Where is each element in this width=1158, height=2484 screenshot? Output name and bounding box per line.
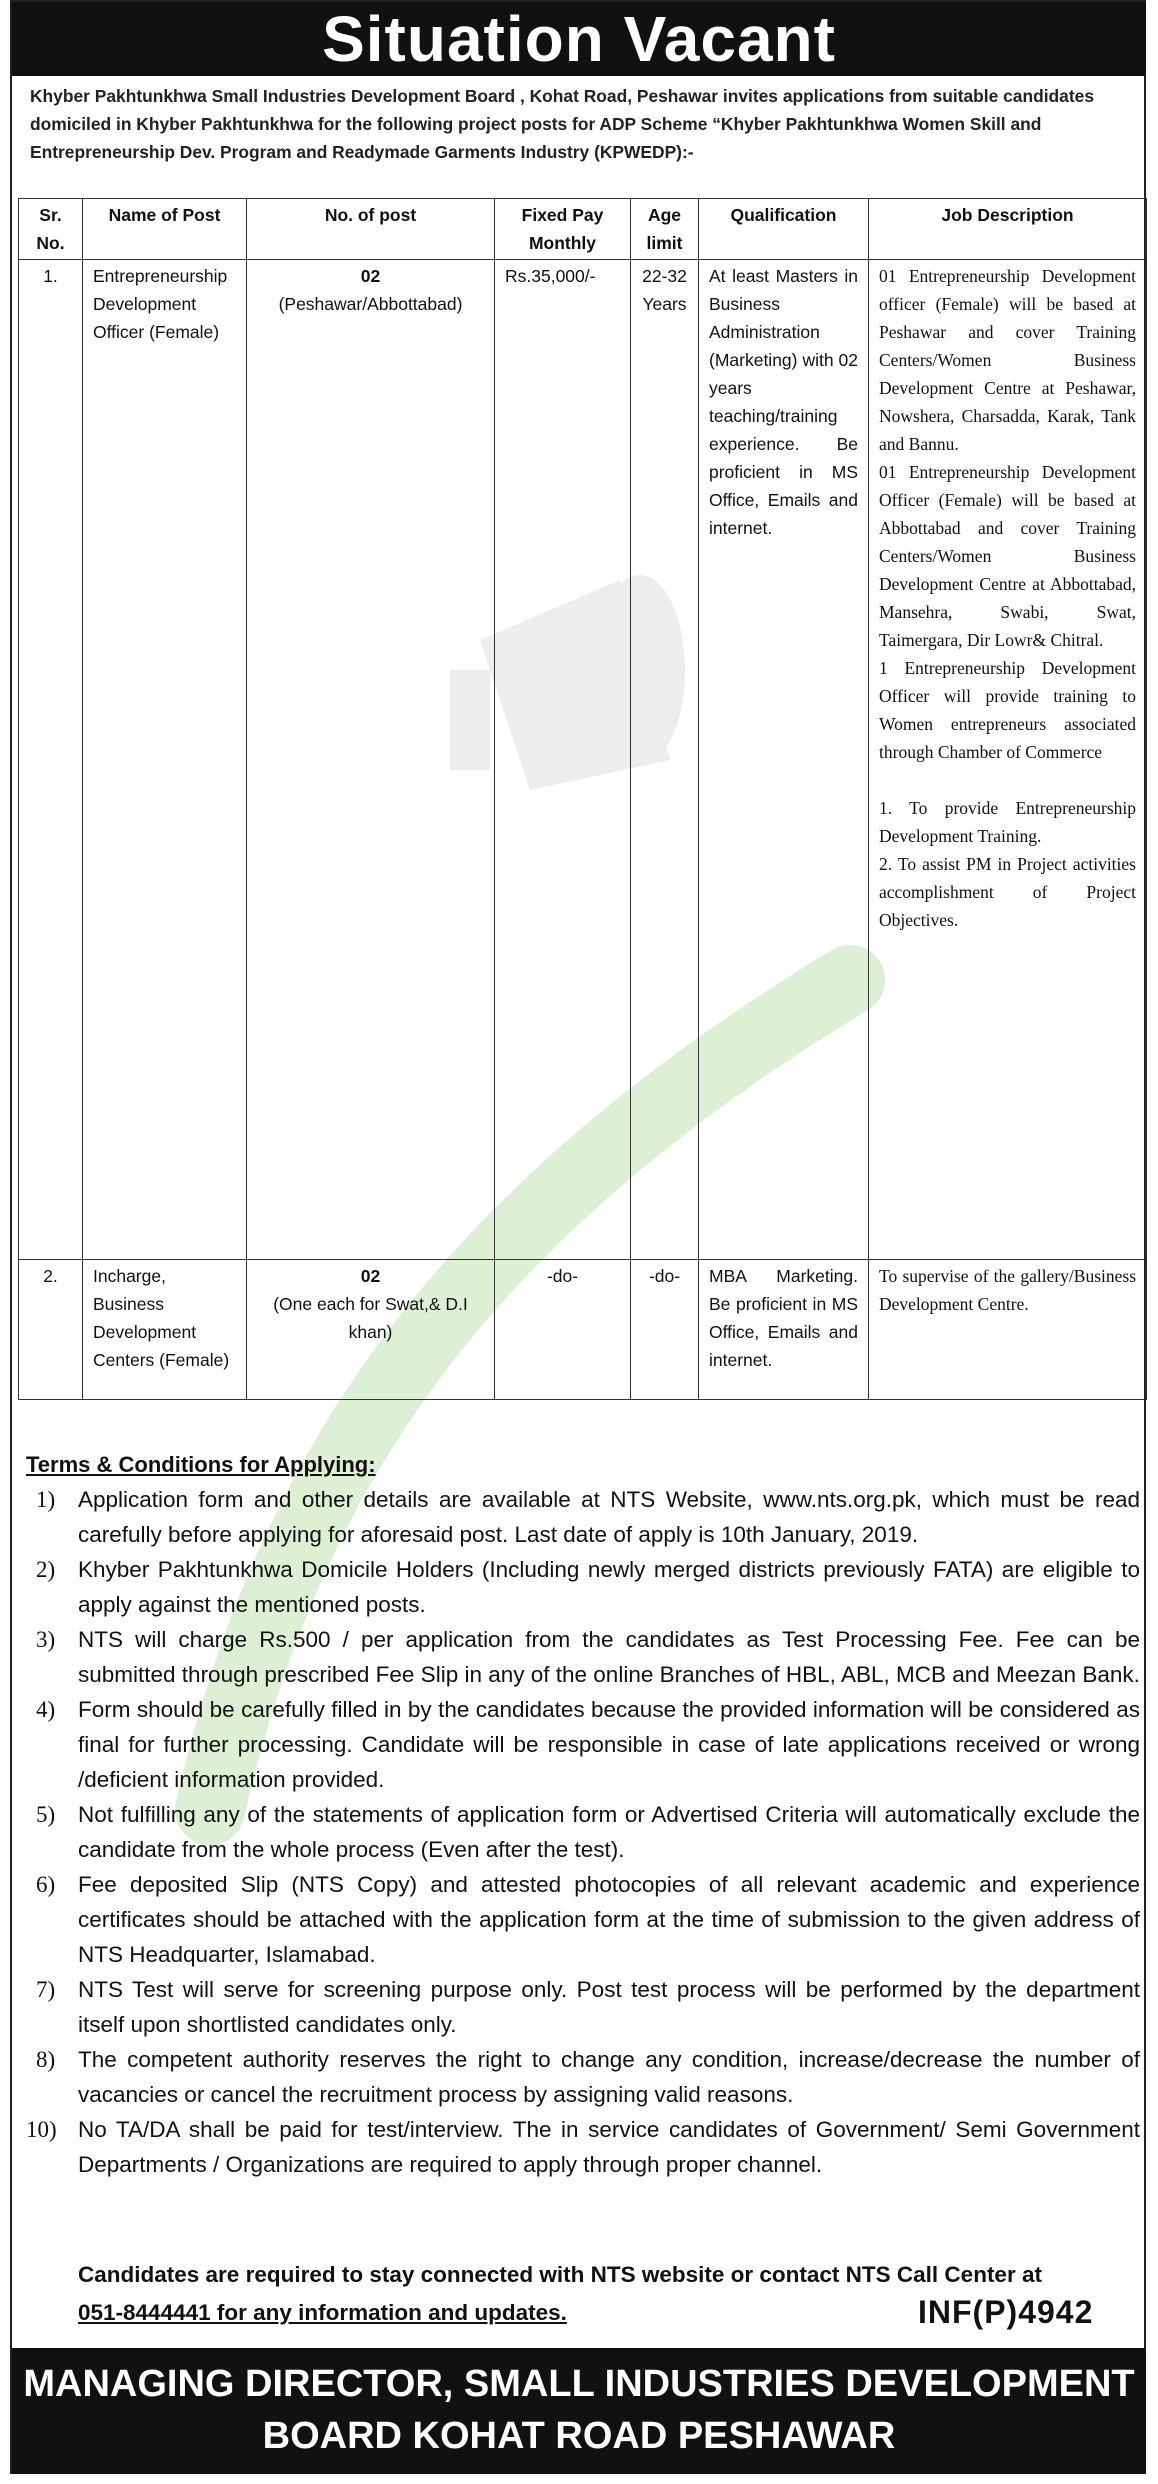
term-item bbox=[26, 1797, 1140, 1867]
table-header-row bbox=[19, 199, 1147, 260]
term-text: Not fulfilling any of the statements of application form or Advertised Criteria will automatically exclude the candidate from the whole process (Even after the test). bbox=[78, 1802, 1140, 1862]
post-count-cell bbox=[247, 1260, 495, 1400]
term-number: 10) bbox=[26, 2117, 57, 2142]
sr-cell: 1. bbox=[19, 260, 83, 1260]
post-location: (One each for Swat,& D.I khan) bbox=[273, 1294, 468, 1342]
jd-paragraph: 01 Entrepreneurship Development Officer (Female) will be based at Abbottabad and cover Training Centers/Women Business Development Centre at Abbottabad, Mansehra, Swabi, Swat, Taimergara, Dir Lowr& Chitral. bbox=[879, 462, 1136, 650]
footer-line: MANAGING DIRECTOR, SMALL INDUSTRIES DEVELOPMENT bbox=[23, 2363, 1135, 2405]
col-header: Qualification bbox=[699, 199, 869, 260]
term-text: No TA/DA shall be paid for test/interview. The in service candidates of Government/ Semi Government Departments / Organizations are required to apply through proper channel. bbox=[78, 2117, 1140, 2177]
call-center-line: 051-8444441 for any information and updates. bbox=[78, 2300, 567, 2325]
post-count: 02 bbox=[360, 1266, 381, 1286]
col-header: Age limit bbox=[631, 199, 699, 260]
post-name-cell: Incharge, Business Development Centers (Female) bbox=[83, 1260, 247, 1400]
footer-line: BOARD KOHAT ROAD PESHAWAR bbox=[262, 2415, 896, 2457]
footer-banner bbox=[12, 2348, 1146, 2474]
term-number: 2) bbox=[36, 1557, 56, 1582]
col-header: Fixed Pay Monthly bbox=[495, 199, 631, 260]
term-item bbox=[26, 2042, 1140, 2112]
posts-table bbox=[18, 198, 1147, 1400]
closing-line: Candidates are required to stay connected with NTS website or contact NTS Call Center at bbox=[78, 2262, 1042, 2287]
term-number: 6) bbox=[36, 1872, 56, 1897]
age-cell: 22-32 Years bbox=[631, 260, 699, 1260]
reference-number: INF(P)4942 bbox=[918, 2294, 1094, 2330]
term-number: 7) bbox=[36, 1977, 56, 2002]
jd-paragraph: 1 Entrepreneurship Development Officer will provide training to Women entrepreneurs associated through Chamber of Commerce bbox=[879, 658, 1136, 762]
post-location: (Peshawar/Abbottabad) bbox=[278, 294, 463, 314]
term-text: Khyber Pakhtunkhwa Domicile Holders (Including newly merged districts previously FATA) are eligible to apply against the mentioned posts. bbox=[78, 1557, 1140, 1617]
term-item bbox=[26, 1622, 1140, 1692]
term-number: 1) bbox=[36, 1487, 56, 1512]
sr-cell: 2. bbox=[19, 1260, 83, 1400]
jd-paragraph: 01 Entrepreneurship Development officer (Female) will be based at Peshawar and cover Training Centers/Women Business Development Centre at Peshawar, Nowshera, Charsadda, Karak, Tank and Bannu. bbox=[879, 266, 1136, 454]
age-cell: -do- bbox=[631, 1260, 699, 1400]
term-item bbox=[26, 2112, 1140, 2182]
col-header: Sr. No. bbox=[19, 199, 83, 260]
table-row bbox=[19, 260, 1147, 1260]
terms-title: Terms & Conditions for Applying: bbox=[26, 1452, 376, 1477]
term-item bbox=[26, 1552, 1140, 1622]
pay-cell: Rs.35,000/- bbox=[495, 260, 631, 1260]
jd-paragraph: To supervise of the gallery/Business Development Centre. bbox=[879, 1266, 1136, 1314]
table-row bbox=[19, 1260, 1147, 1400]
col-header: Name of Post bbox=[83, 199, 247, 260]
jd-paragraph: 2. To assist PM in Project activities accomplishment of Project Objectives. bbox=[879, 854, 1136, 930]
term-text: Form should be carefully filled in by the candidates because the provided information will be considered as final for further processing. Candidate will be responsible in case of late applications received or wrong /deficient information provided. bbox=[78, 1697, 1140, 1792]
term-number: 3) bbox=[36, 1627, 56, 1652]
term-number: 8) bbox=[36, 2047, 56, 2072]
pay-cell: -do- bbox=[495, 1260, 631, 1400]
job-description-cell bbox=[869, 260, 1147, 1260]
col-header: Job Description bbox=[869, 199, 1147, 260]
job-description-cell bbox=[869, 1260, 1147, 1400]
terms-section bbox=[26, 1448, 1140, 2182]
term-number: 5) bbox=[36, 1802, 56, 1827]
post-name-cell: Entrepreneurship Development Officer (Female) bbox=[83, 260, 247, 1260]
term-item bbox=[26, 1692, 1140, 1797]
term-text: Fee deposited Slip (NTS Copy) and attested photocopies of all relevant academic and experience certificates should be attached with the application form at the time of submission to the given address of NTS Headquarter, Islamabad. bbox=[78, 1872, 1140, 1967]
post-count: 02 bbox=[360, 266, 381, 286]
intro-paragraph: Khyber Pakhtunkhwa Small Industries Development Board , Kohat Road, Peshawar invites applications from suitable candidates domiciled in Khyber Pakhtunkhwa for the following project posts for ADP Scheme “Khyber Pakhtunkhwa Women Skill and Entrepreneurship Dev. Program and Readymade Garments Industry (KPWEDP):- bbox=[30, 86, 1094, 162]
term-text: The competent authority reserves the right to change any condition, increase/decrease the number of vacancies or cancel the recruitment process by assigning valid reasons. bbox=[78, 2047, 1140, 2107]
post-count-cell bbox=[247, 260, 495, 1260]
term-item bbox=[26, 1867, 1140, 1972]
jd-paragraph: 1. To provide Entrepreneurship Development Training. bbox=[879, 798, 1136, 846]
term-number: 4) bbox=[36, 1697, 56, 1722]
page-title: Situation Vacant bbox=[12, 2, 1146, 76]
term-text: NTS will charge Rs.500 / per application from the candidates as Test Processing Fee. Fee can be submitted through prescribed Fee Slip in any of the online Branches of HBL, ABL, MCB and Meezan Bank. bbox=[78, 1627, 1140, 1687]
qualification-cell: At least Masters in Business Administration (Marketing) with 02 years teaching/training experience. Be proficient in MS Office, Emails and internet. bbox=[699, 260, 869, 1260]
col-header: No. of post bbox=[247, 199, 495, 260]
term-item bbox=[26, 1482, 1140, 1552]
term-item bbox=[26, 1972, 1140, 2042]
terms-list bbox=[26, 1482, 1140, 2182]
qualification-cell: MBA Marketing. Be proficient in MS Office, Emails and internet. bbox=[699, 1260, 869, 1400]
term-text: NTS Test will serve for screening purpose only. Post test process will be performed by the department itself upon shortlisted candidates only. bbox=[78, 1977, 1140, 2037]
term-text: Application form and other details are available at NTS Website, www.nts.org.pk, which must be read carefully before applying for aforesaid post. Last date of apply is 10th January, 2019. bbox=[78, 1487, 1140, 1547]
